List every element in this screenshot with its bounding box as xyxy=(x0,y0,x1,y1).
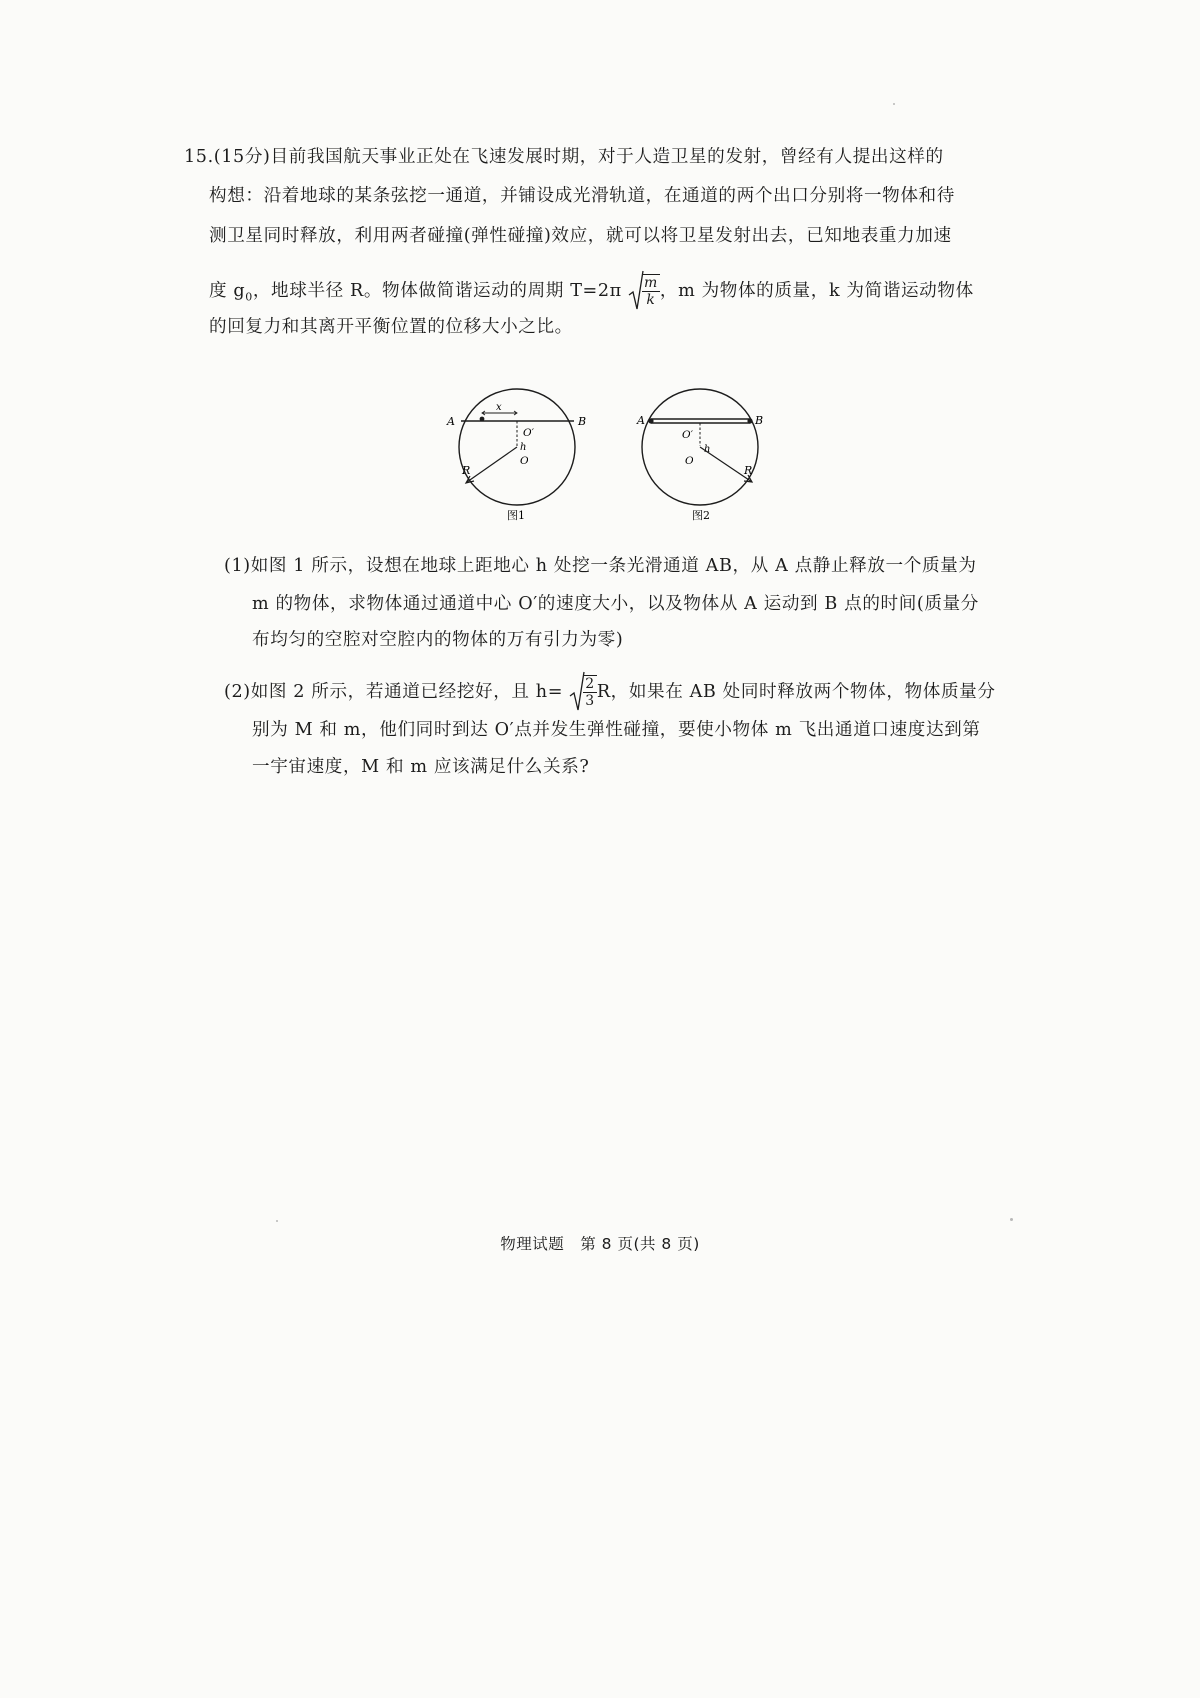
object-a-dot xyxy=(648,418,653,423)
label-h: h xyxy=(704,444,711,455)
sqrt-expression xyxy=(569,670,597,714)
text-segment: ，地球半径 R。物体做简谐运动的周期 T=2π xyxy=(252,281,622,301)
object-dot xyxy=(480,417,485,422)
fraction xyxy=(642,274,660,308)
text-segment: 度 g xyxy=(209,281,246,301)
problem-text-line-5: 的回复力和其离开平衡位置的位移大小之比。 xyxy=(209,317,573,337)
part-1-line-1: (1)如图 1 所示，设想在地球上距地心 h 处挖一条光滑通道 AB，从 A 点静止释放一个质量为 xyxy=(224,556,977,576)
label-b: B xyxy=(578,415,587,428)
page-footer: 物理试题 第 8 页(共 8 页) xyxy=(500,1235,700,1253)
fraction-numerator: 2 xyxy=(585,676,595,692)
label-x: x xyxy=(496,402,502,413)
label-r: R xyxy=(462,464,471,477)
label-o: O xyxy=(520,455,529,467)
problem-text-line-3: 测卫星同时释放，利用两者碰撞(弹性碰撞)效应，就可以将卫星发射出去，已知地表重力加速 xyxy=(209,226,952,246)
fraction xyxy=(583,675,597,709)
part-1-line-3: 布均匀的空腔对空腔内的物体的万有引力为零) xyxy=(252,630,624,650)
subscript: 0 xyxy=(245,290,253,304)
label-o: O xyxy=(685,455,694,467)
text-segment: ，m 为物体的质量，k 为简谐运动物体 xyxy=(659,281,974,301)
label-r: R xyxy=(744,464,753,477)
fraction-denominator: k xyxy=(646,292,656,308)
label-h: h xyxy=(520,442,527,453)
label-a: A xyxy=(447,415,455,428)
part-2-line-3: 一宇宙速度，M 和 m 应该满足什么关系? xyxy=(252,757,590,777)
scan-speck xyxy=(893,103,895,105)
problem-text-line-1: 15.(15分)目前我国航天事业正处在飞速发展时期，对于人造卫星的发射，曾经有人提出这样的 xyxy=(184,147,944,167)
text-segment: R，如果在 AB 处同时释放两个物体，物体质量分 xyxy=(596,682,996,702)
fraction-denominator: 3 xyxy=(585,693,595,709)
figure-2-caption: 图2 xyxy=(692,509,710,522)
part-1-line-2: m 的物体，求物体通过通道中心 O′的速度大小，以及物体从 A 运动到 B 点的时间(质量分 xyxy=(252,594,979,614)
scan-speck xyxy=(1010,1218,1013,1221)
sqrt-expression xyxy=(628,269,660,313)
part-2-line-2: 别为 M 和 m，他们同时到达 O′点并发生弹性碰撞，要使小物体 m 飞出通道口速度达到第 xyxy=(252,720,981,740)
figure-1 xyxy=(447,388,590,522)
label-o-prime: O′ xyxy=(523,427,534,439)
label-b: B xyxy=(755,414,764,427)
radius-line xyxy=(467,447,517,482)
text-segment: (2)如图 2 所示，若通道已经挖好，且 h= xyxy=(224,682,564,702)
part-2-line-1 xyxy=(224,670,996,714)
scan-speck xyxy=(276,1220,278,1222)
figure-2 xyxy=(634,388,779,522)
object-b-dot xyxy=(747,418,752,423)
label-o-prime: O′ xyxy=(682,429,693,441)
problem-text-line-4 xyxy=(209,269,974,313)
problem-text-line-2: 构想：沿着地球的某条弦挖一通道，并铺设成光滑轨道，在通道的两个出口分别将一物体和待 xyxy=(209,186,955,206)
fraction-numerator: m xyxy=(644,275,658,291)
figure-1-caption: 图1 xyxy=(507,509,525,522)
label-a: A xyxy=(637,414,645,427)
